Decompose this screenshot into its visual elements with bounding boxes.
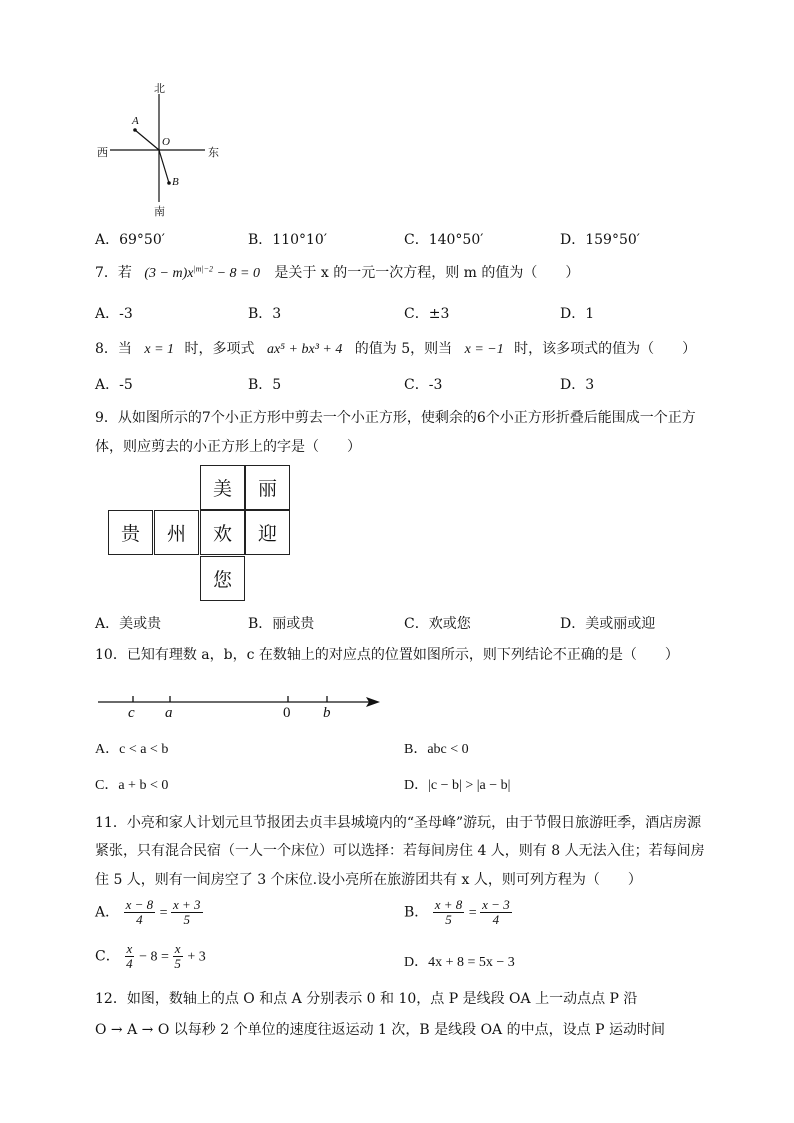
q12-stem-line2: O → A → O 以每秒 2 个单位的速度往返运动 1 次，B 是线段 OA 的中点，设点 P 运动时间 [95, 1022, 665, 1038]
numerator: x − 8 [125, 897, 154, 912]
ray-ob [159, 150, 169, 183]
q8-mid1: 时，多项式 [184, 341, 255, 357]
q7-expr-exponent: |m|−2 [193, 264, 214, 274]
q8-mid2: 的值为 5，则当 [354, 341, 453, 357]
denominator: 4 [126, 956, 133, 971]
equals-sign: = [159, 905, 171, 921]
denominator: 4 [492, 912, 500, 927]
q7-expr-base: (3 − m)x [144, 266, 194, 281]
ray-oa [135, 130, 159, 150]
q7-option-c[interactable]: C．±3 [404, 306, 450, 322]
net-cell-gui: 贵 [108, 510, 153, 555]
a-label: A [132, 115, 139, 127]
q11-stem-line3: 住 5 人，则有一间房空了 3 个床位.设小亮所在旅游团共有 x 人，则可列方程为（ ） [95, 872, 642, 888]
net-cell-ying: 迎 [245, 510, 290, 555]
fraction [124, 898, 156, 927]
q7-expr-tail: − 8 = 0 [213, 266, 260, 281]
q7-prefix: 7．若 [95, 265, 132, 281]
numerator: x + 8 [434, 897, 463, 912]
q11-option-c-tail: + 3 [187, 949, 206, 965]
compass-figure [95, 82, 235, 217]
net-cell-li: 丽 [245, 465, 290, 510]
label-c: c [128, 705, 135, 721]
net-cell-nin: 您 [200, 556, 245, 601]
east-label: 东 [208, 146, 219, 159]
q8-option-b[interactable]: B．5 [248, 377, 282, 393]
denominator: 5 [174, 956, 181, 971]
label-a: a [165, 705, 173, 721]
q7-option-d[interactable]: D．1 [560, 306, 595, 322]
fraction [171, 898, 203, 927]
west-label: 西 [97, 146, 108, 159]
numerator: x − 3 [482, 897, 510, 912]
denominator: 5 [445, 912, 452, 927]
q6-option-c[interactable]: C．140°50′ [404, 232, 484, 248]
q6-option-a[interactable]: A．69°50′ [95, 232, 165, 248]
net-cell-huan: 欢 [200, 510, 245, 555]
q8-polynomial: ax⁵ + bx³ + 4 [266, 342, 343, 357]
q9-option-a[interactable]: A．美或贵 [95, 616, 162, 632]
q8-cond2: x = −1 [464, 342, 504, 357]
equals-sign: = [468, 905, 481, 921]
numerator: x [126, 941, 133, 956]
q8-option-c[interactable]: C．-3 [404, 377, 443, 393]
q10-option-c[interactable]: C．a + b < 0 [95, 778, 169, 793]
q7-option-b[interactable]: B．3 [248, 306, 282, 322]
q11-option-a-label: A． [95, 904, 120, 921]
fraction [172, 942, 183, 971]
q12-stem-line1: 12．如图，数轴上的点 O 和点 A 分别表示 0 和 10，点 P 是线段 OA 上一动点点 P 沿 [95, 991, 638, 1007]
fraction [433, 898, 465, 927]
q7-stem [95, 262, 579, 282]
q10-option-b[interactable]: B．abc < 0 [404, 742, 469, 757]
q7-option-a[interactable]: A．-3 [95, 306, 133, 322]
origin-label: O [162, 136, 170, 148]
net-cell-mei: 美 [200, 465, 245, 510]
q8-cond1: x = 1 [144, 342, 175, 357]
point-b [167, 181, 171, 185]
q10-stem: 10．已知有理数 a，b，c 在数轴上的对应点的位置如图所示，则下列结论不正确的是（ ） [95, 647, 679, 663]
point-a [133, 128, 137, 132]
number-line-figure [95, 688, 390, 728]
fraction [480, 898, 512, 927]
label-b: b [323, 705, 331, 721]
q11-option-d[interactable]: D．4x + 8 = 5x − 3 [404, 955, 515, 970]
b-label: B [172, 176, 179, 188]
q11-option-b[interactable] [404, 898, 512, 927]
south-label: 南 [154, 205, 165, 218]
net-cell-zhou: 州 [154, 510, 199, 555]
q8-stem [95, 338, 696, 358]
q7-expression [144, 266, 260, 281]
q11-option-c[interactable] [95, 942, 206, 971]
fraction [124, 942, 135, 971]
denominator: 4 [136, 912, 143, 927]
q10-option-d[interactable]: D．|c − b| > |a − b| [404, 778, 511, 793]
denominator: 5 [183, 912, 190, 927]
q11-option-a[interactable] [95, 898, 203, 927]
q9-stem-line1: 9．从如图所示的7个小正方形中剪去一个小正方形，使剩余的6个小正方形折叠后能围成一个正方 [95, 410, 696, 426]
q6-option-b[interactable]: B．110°10′ [248, 232, 328, 248]
q9-option-d[interactable]: D．美或丽或迎 [560, 616, 656, 632]
q11-option-c-mid: − 8 = [139, 949, 173, 965]
q8-option-a[interactable]: A．-5 [95, 377, 133, 393]
q6-option-d[interactable]: D．159°50′ [560, 232, 640, 248]
number-line [95, 688, 390, 728]
q9-option-b[interactable]: B．丽或贵 [248, 616, 315, 632]
q9-option-c[interactable]: C．欢或您 [404, 616, 471, 632]
label-zero: 0 [283, 705, 291, 721]
north-label: 北 [154, 82, 165, 95]
numerator: x + 3 [172, 897, 201, 912]
q11-option-b-label: B． [404, 904, 429, 921]
numerator: x [174, 941, 181, 956]
q7-suffix: 是关于 x 的一元一次方程，则 m 的值为（ ） [274, 265, 580, 281]
q8-option-d[interactable]: D．3 [560, 377, 595, 393]
q10-option-a[interactable]: A．c < a < b [95, 742, 169, 757]
q11-option-c-label: C． [95, 948, 120, 965]
q11-stem-line1: 11．小亮和家人计划元旦节报团去贞丰县城境内的“圣母峰”游玩，由于节假日旅游旺季，酒店房源 [95, 815, 702, 831]
q9-stem-line2: 体，则应剪去的小正方形上的字是（ ） [95, 439, 361, 455]
q8-prefix: 8．当 [95, 341, 132, 357]
q11-stem-line2: 紧张，只有混合民宿（一人一个床位）可以选择：若每间房住 4 人，则有 8 人无法入住；若每间房 [95, 843, 705, 859]
q8-suffix: 时，该多项式的值为（ ） [514, 341, 697, 357]
